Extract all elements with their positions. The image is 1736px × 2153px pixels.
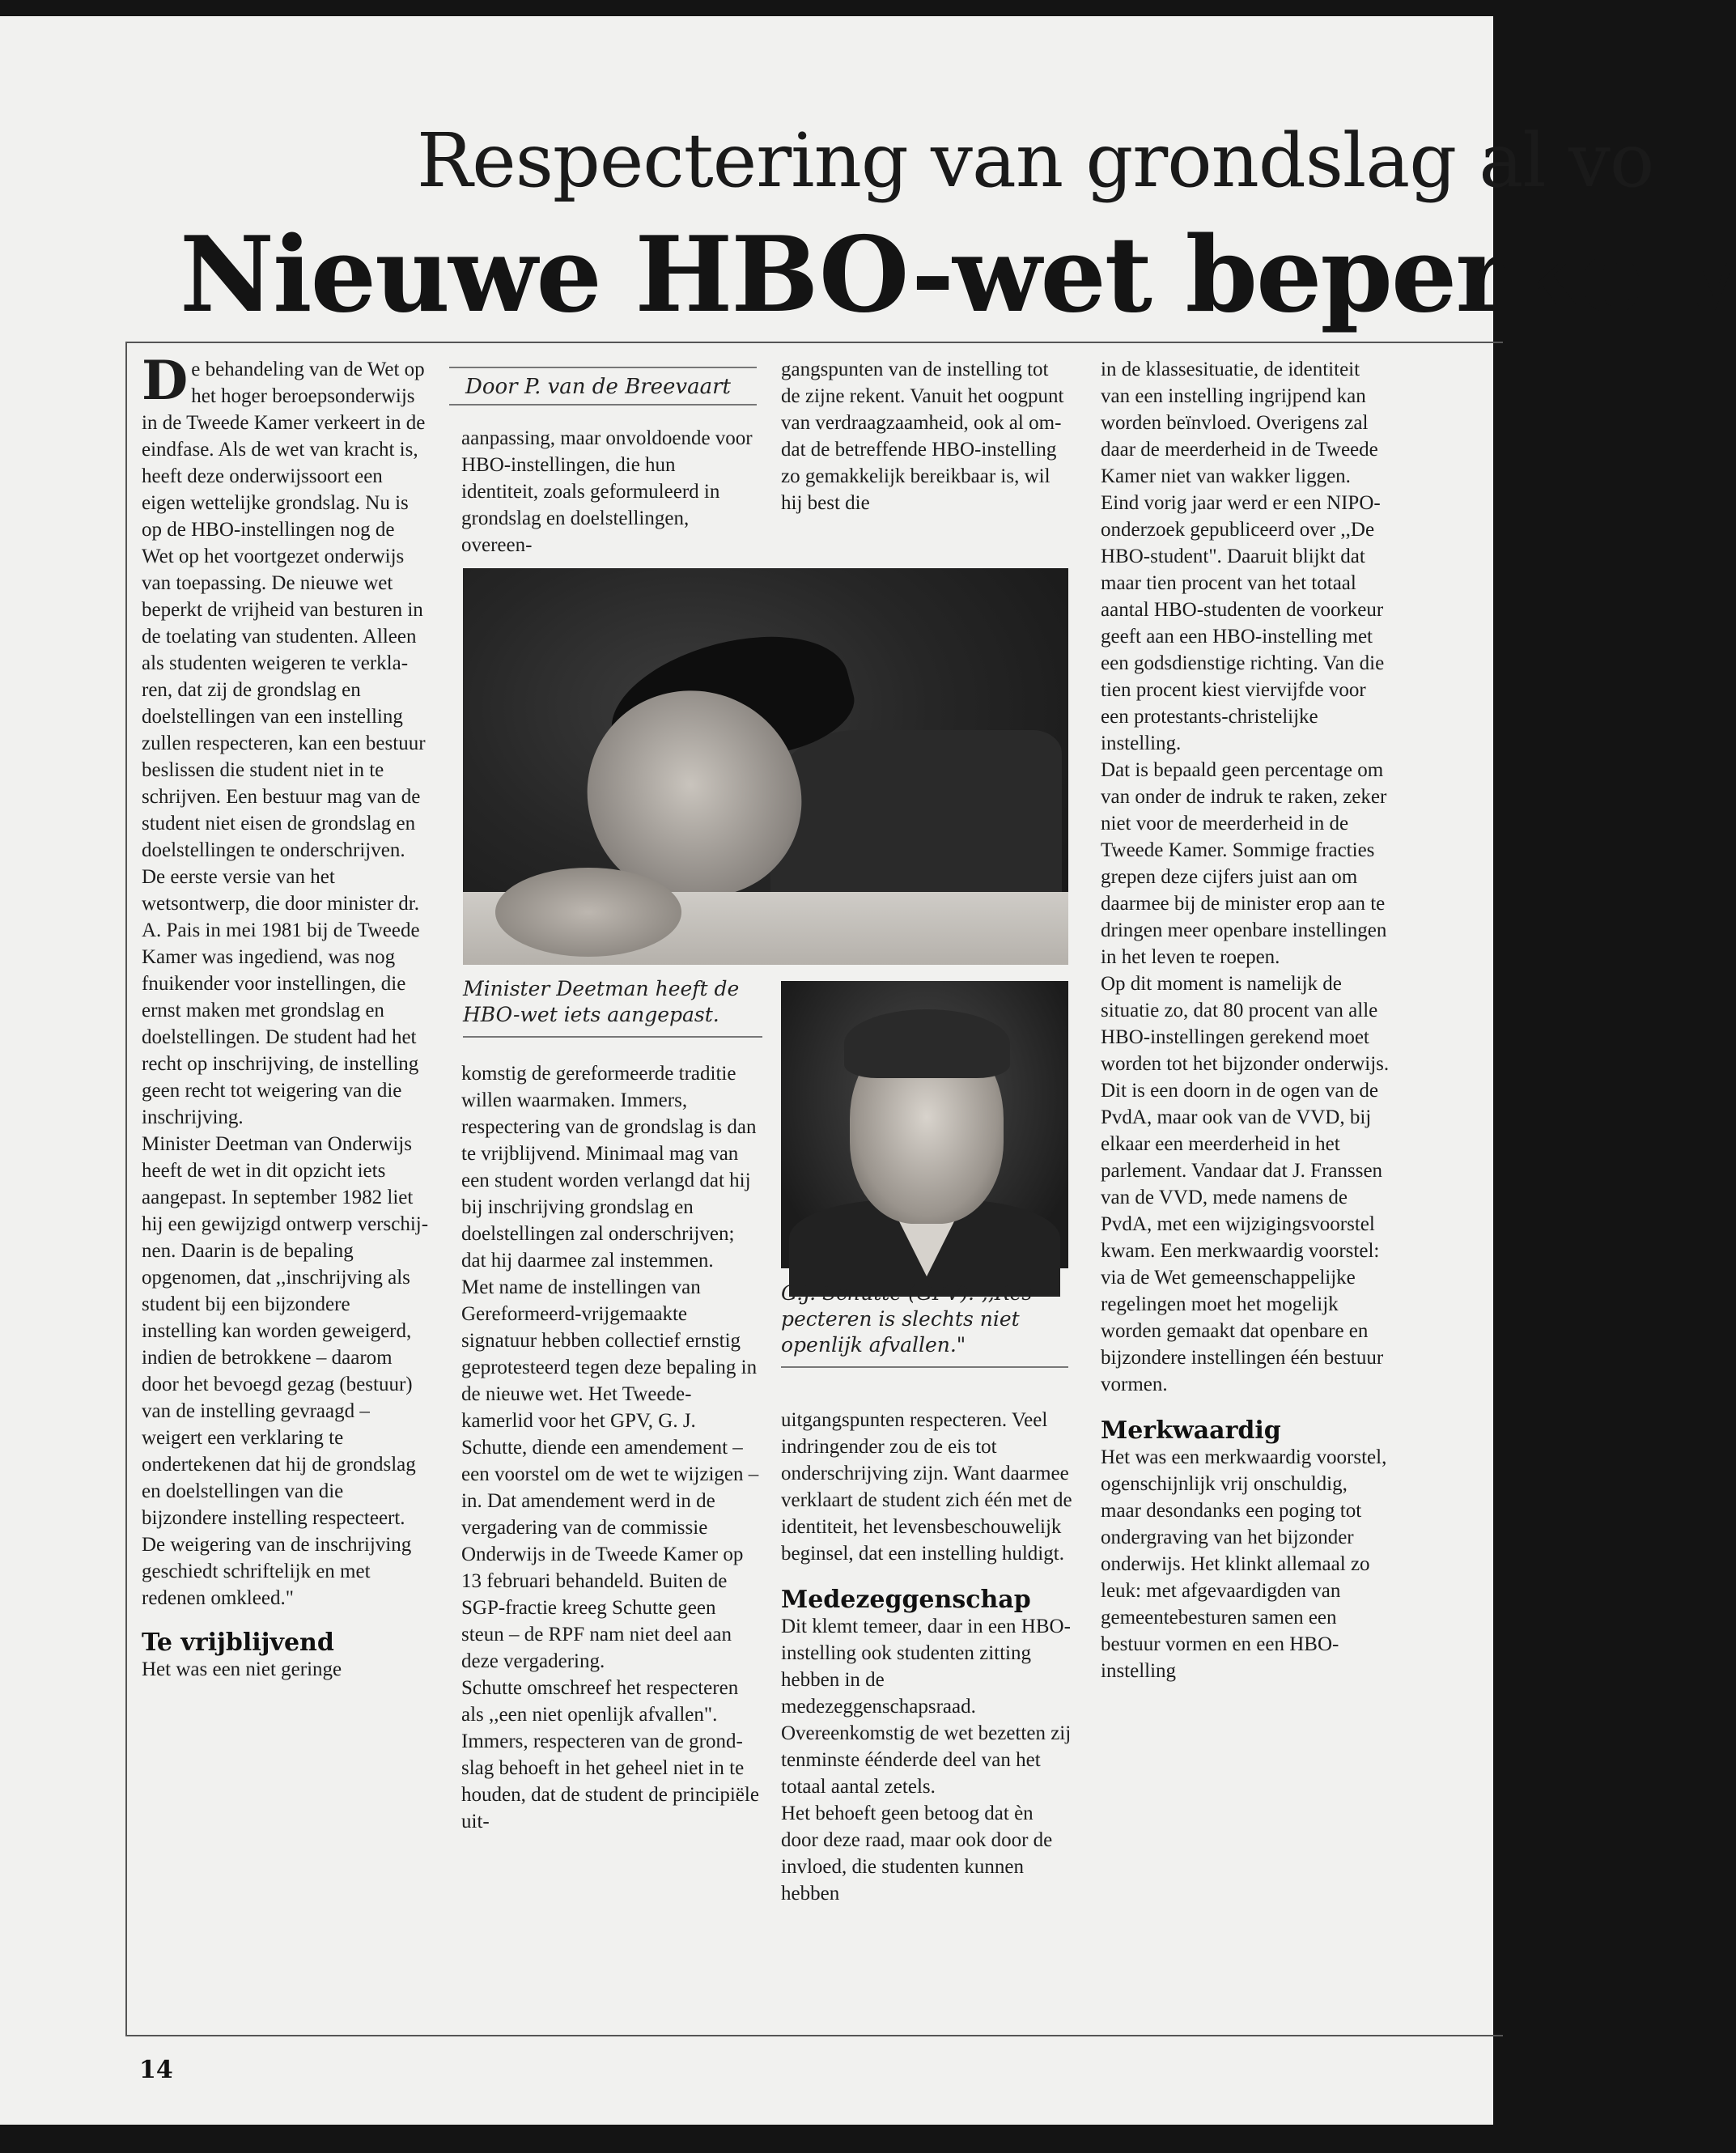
intro-paragraph (142, 349, 429, 864)
paragraph: Dat is bepaald geen percentage om van onder de indruk te raken, zeker niet voor de meerderheid in de Tweede Kamer. Sommige fracties grepen deze cijfers juist aan om daarmee bij de minister erop aan te dringen meer openbare instellingen in het leven te roepen. (1101, 759, 1387, 968)
main-headline: Nieuwe HBO-wet beperke v (180, 214, 1736, 336)
subheading-te-vrijblijvend: Te vrijblijvend (142, 1629, 334, 1657)
paragraph: Het behoeft geen betoog dat èn door deze raad, maar ook door de invloed, die studenten kunnen hebben (781, 1803, 1053, 1905)
page-number: 14 (139, 2056, 173, 2084)
paragraph: Eind vorig jaar werd er een NIPO-onderzoek gepubliceerd over ,,De HBO-student". Daaruit blijkt dat maar tien procent van het totaal aantal HBO-studenten de voorkeur geeft aan een HBO-instelling met een godsdienstige richting. Van die tien procent kiest viervijfde voor een protestants-christelijke instelling. (1101, 492, 1385, 754)
column-2-top (461, 425, 757, 558)
paragraph: Het was een niet geringe (142, 1658, 342, 1680)
photo-schutte (781, 981, 1068, 1268)
paragraph: Schutte omschreef het respecteren als ,,een niet openlijk afvallen". Immers, respecteren van de grondslag behoeft in het geheel niet in te houden, dat de student de principiële uit- (461, 1677, 759, 1832)
intro-text: e behandeling van de Wet op het hoger beroepsonderwijs in de Tweede Kamer verkeert in de eindfase. Als de wet van kracht is, heeft deze onderwijssoort een eigen wettelijke grondslag. Nu is op de HBO-instellingen nog de Wet op het voortgezet onderwijs van toepassing. De nieuwe wet beperkt de vrijheid van besturen in de toelating van studenten. Alleen als studenten weigeren te verklaren, dat zij de grondslag en doelstellingen van een instelling zullen respecteren, kan een bestuur beslissen die student niet in te schrijven. Een bestuur mag van de student niet eisen de grondslag en doelstellingen te onderschrijven. (142, 359, 426, 861)
paragraph: komstig de gereformeerde traditie willen waarmaken. Immers, respectering van de grondslag is dan te vrijblijvend. Minimaal mag van een student worden verlangd dat hij bij inschrijving grondslag en doelstellingen zal onderschrijven; dat hij daarmee zal instemmen. (461, 1063, 757, 1272)
column-3-bottom (781, 1407, 1072, 1907)
paragraph: gangspunten van de instelling tot de zijne rekent. Vanuit het oogpunt van verdraagzaamheid, ook al omdat de betreffende HBO-instelling zo gemakkelijk bereikbaar is, wil hij best die (781, 359, 1064, 514)
column-1 (142, 349, 429, 1683)
drop-cap: D (142, 349, 189, 412)
paragraph: uitgangspunten respecteren. Veel indringender zou de eis tot onderschrijving zijn. Want daarmee verklaart de student zich één met de identiteit, het levensbeschouwelijk beginsel, dat een instelling huldigt. (781, 1409, 1072, 1565)
photo-minister-deetman (463, 568, 1068, 965)
paragraph: Met name de instellingen van Gereformeerd-vrijgemaakte signatuur hebben collectief ernstig geprotesteerd tegen deze bepaling in de nieuwe wet. Het Tweede-kamerlid voor het GPV, G. J. Schutte, diende een amendement – een voorstel om de wet te wijzigen – in. Dat amendement werd in de vergadering van de commissie Onderwijs in de Tweede Kamer op 13 februari behandeld. Buiten de SGP-fractie kreeg Schutte geen steun – de RPF nam niet deel aan deze vergadering. (461, 1276, 759, 1672)
paragraph: Het was een merkwaardig voorstel, ogenschijnlijk vrij onschuldig, maar desondanks een poging tot ondergraving van het bijzonder onderwijs. Het klinkt allemaal zo leuk: met afgevaardigden van gemeentebesturen samen een bestuur vormen en een HBO-instelling (1101, 1446, 1387, 1682)
subheading-medezeggenschap: Medezeggenschap (781, 1586, 1031, 1614)
column-3-top (781, 356, 1068, 516)
kicker-headline: Respectering van grondslag al vo (417, 117, 1654, 204)
column-2-bottom (461, 1060, 761, 1835)
byline: Door P. van de Breevaart (449, 367, 757, 406)
paragraph: Minister Deetman van Onderwijs heeft de wet in dit opzicht iets aangepast. In september 1982 liet hij een gewijzigd ontwerp verschijnen. Daarin is de bepaling opgenomen, dat ,,inschrijving als student bij een bijzondere instelling kan worden geweigerd, indien de betrokkene – daarom door het bevoegd gezag (bestuur) van de instelling gevraagd – weigert een verklaring te ondertekenen dat hij de grondslag en doelstellingen van die bijzondere instelling respecteert. De weigering van de inschrijving geschiedt schriftelijk en met redenen omkleed." (142, 1133, 429, 1609)
column-4 (1101, 356, 1392, 1684)
magazine-page (0, 16, 1736, 2125)
paragraph: De eerste versie van het wetsontwerp, die door minister dr. A. Pais in mei 1981 bij de Tweede Kamer was ingediend, was nog fnuikender voor instellingen, die ernst maken met grondslag en doelstellingen. De student had het recht op inschrijving, de instelling geen recht tot weigering van die inschrijving. (142, 866, 420, 1128)
subheading-merkwaardig: Merkwaardig (1101, 1416, 1281, 1445)
photo-caption-schutte: G.J. Schutte (GPV): ,,Respecteren is slechts niet openlijk afvallen." (781, 1280, 1068, 1368)
paragraph: Op dit moment is namelijk de situatie zo, dat 80 procent van alle HBO-instellingen gerekend moet worden tot het bijzonder onderwijs. Dit is een doorn in de ogen van de PvdA, maar ook van de VVD, bij elkaar een meerderheid in het parlement. Vandaar dat J. Franssen van de VVD, mede namens de PvdA, met een wijzigingsvoorstel kwam. Een merkwaardig voorstel: via de Wet gemeenschappelijke regelingen moet het mogelijk worden gemaakt dat openbare en bijzondere instellingen één bestuur vormen. (1101, 973, 1390, 1395)
paragraph: in de klassesituatie, de identiteit van een instelling ingrijpend kan worden beïnvloed. Overigens zal daar de meerderheid in de Tweede Kamer niet van wakker liggen. (1101, 359, 1378, 487)
paragraph: aanpassing, maar onvoldoende voor HBO-instellingen, die hun identiteit, zoals geformuleerd in grondslag en doelstellingen, overeen- (461, 427, 753, 556)
paragraph: Dit klemt temeer, daar in een HBO-instelling ook studenten zitting hebben in de medezeggenschapsraad. Overeenkomstig de wet bezetten zij tenminste éénderde deel van het totaal aantal zetels. (781, 1616, 1072, 1798)
photo-caption-deetman: Minister Deetman heeft de HBO-wet iets aangepast. (463, 976, 762, 1038)
